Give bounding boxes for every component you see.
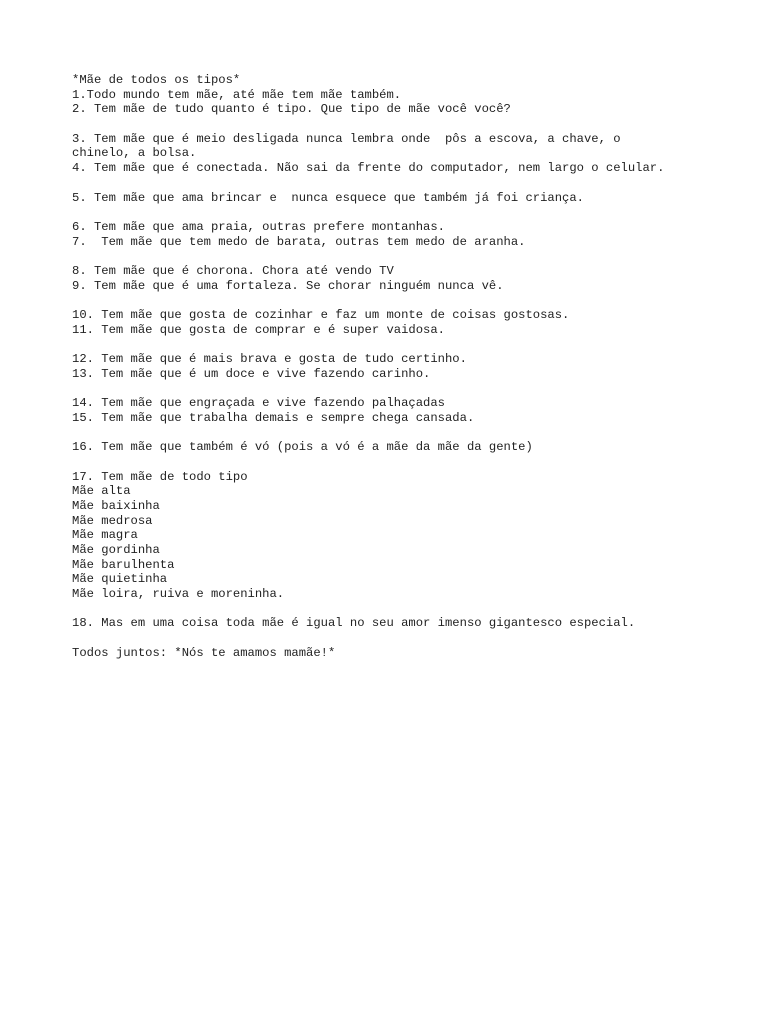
document-title: *Mãe de todos os tipos* [72,73,241,87]
text-line: 11. Tem mãe que gosta de comprar e é super vaidosa. [72,322,445,337]
paragraph [72,470,752,602]
paragraph-gap [72,337,752,352]
paragraph-gap [72,117,752,132]
text-line: 9. Tem mãe que é uma fortaleza. Se chorar ninguém nunca vê. [72,278,504,293]
text-line: 13. Tem mãe que é um doce e vive fazendo carinho. [72,366,431,381]
paragraph [72,396,752,425]
text-line: Mãe magra [72,528,138,543]
text-line: Mãe loira, ruiva e moreninha. [72,587,285,602]
paragraph-gap [72,426,752,441]
text-line: 15. Tem mãe que trabalha demais e sempre chega cansada. [72,410,475,425]
text-line: 4. Tem mãe que é conectada. Não sai da frente do computador, nem largo o celular. [72,161,665,176]
text-line: chinelo, a bolsa. [72,146,197,161]
text-line: 6. Tem mãe que ama praia, outras prefere montanhas. [72,219,445,234]
text-line: 7. Tem mãe que tem medo de barata, outras tem medo de aranha. [72,234,526,249]
text-line: Mãe medrosa [72,513,153,528]
text-line: 1.Todo mundo tem mãe, até mãe tem mãe também. [72,87,402,102]
paragraph [72,440,752,455]
paragraph-gap [72,381,752,396]
text-line: 12. Tem mãe que é mais brava e gosta de tudo certinho. [72,352,467,367]
text-line: 8. Tem mãe que é chorona. Chora até vendo TV [72,263,394,278]
text-line: 17. Tem mãe de todo tipo [72,469,248,484]
text-line: Mãe alta [72,484,131,499]
title-paragraph [72,73,752,117]
document-body [72,73,752,661]
paragraph-gap [72,205,752,220]
text-line: 2. Tem mãe de tudo quanto é tipo. Que tipo de mãe você você? [72,102,511,117]
paragraph-gap [72,293,752,308]
paragraph-gap [72,602,752,617]
paragraph [72,220,752,249]
paragraph-gap [72,249,752,264]
paragraph-gap [72,631,752,646]
text-line: Mãe baixinha [72,498,160,513]
text-line: 3. Tem mãe que é meio desligada nunca lembra onde pôs a escova, a chave, o [72,131,621,146]
text-line: Mãe barulhenta [72,557,175,572]
text-line: Mãe quietinha [72,572,168,587]
text-line: Mãe gordinha [72,543,160,557]
paragraph [72,132,752,176]
paragraph [72,616,752,631]
paragraph-gap [72,176,752,191]
text-line: 14. Tem mãe que engraçada e vive fazendo palhaçadas [72,396,445,411]
text-line: 5. Tem mãe que ama brincar e nunca esquece que também já foi criança. [72,190,584,205]
paragraph [72,191,752,206]
text-line: 18. Mas em uma coisa toda mãe é igual no seu amor imenso gigantesco especial. [72,616,636,631]
paragraph-gap [72,455,752,470]
text-line: 10. Tem mãe que gosta de cozinhar e faz um monte de coisas gostosas. [72,308,570,322]
paragraph [72,264,752,293]
paragraph [72,308,752,337]
paragraph [72,646,752,661]
text-line: Todos juntos: *Nós te amamos mamãe!* [72,645,336,660]
text-line: 16. Tem mãe que também é vó (pois a vó é a mãe da mãe da gente) [72,440,533,455]
paragraph [72,352,752,381]
